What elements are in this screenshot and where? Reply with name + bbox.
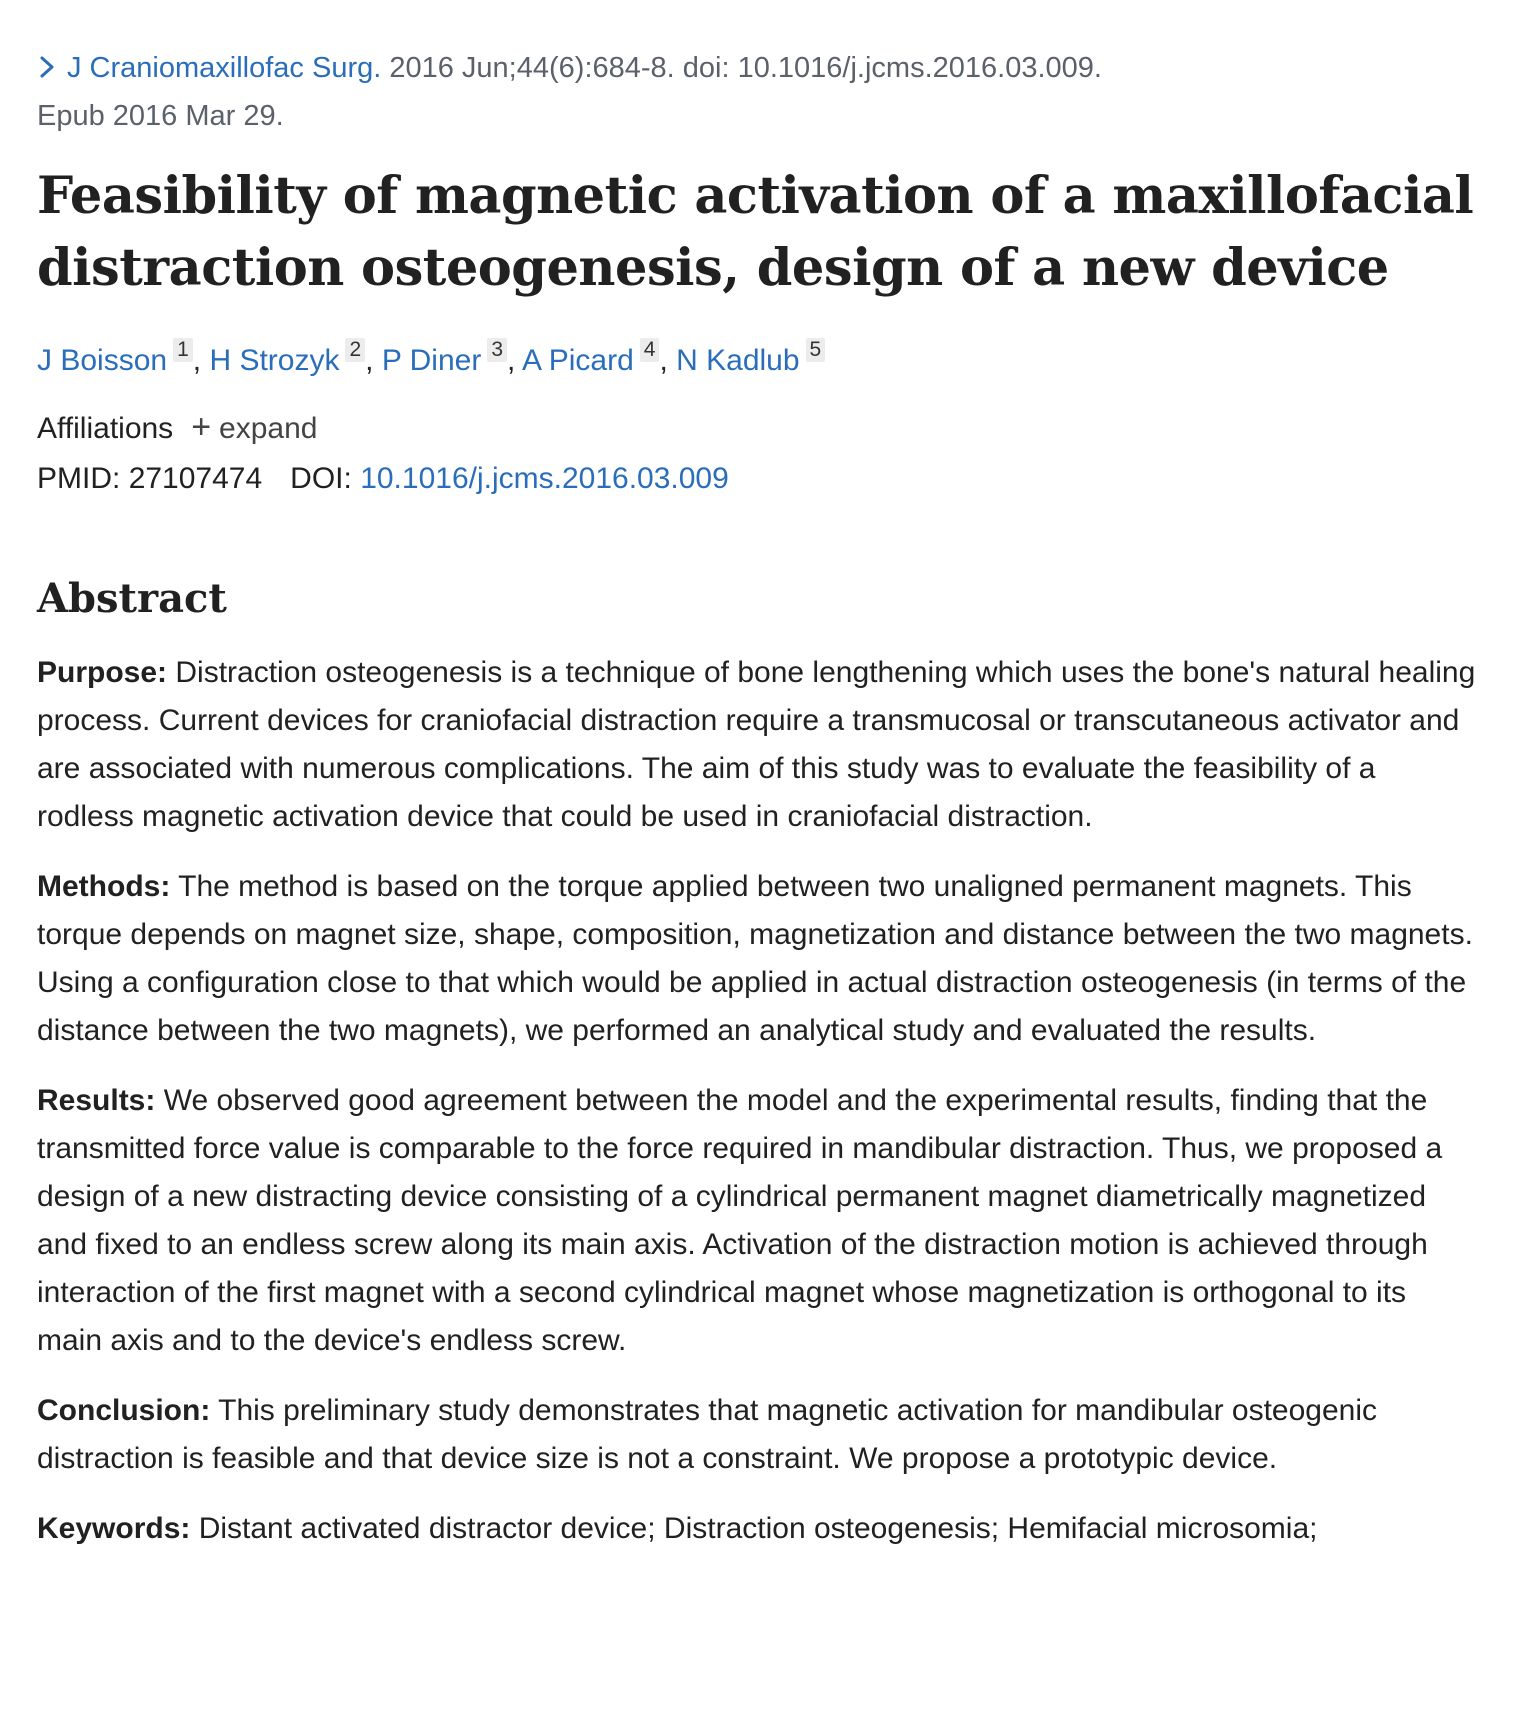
affiliations-label: Affiliations bbox=[37, 412, 174, 445]
affiliations-row bbox=[37, 405, 1477, 451]
expand-affiliations-button[interactable] bbox=[191, 408, 318, 446]
author-separator: , bbox=[365, 344, 382, 377]
author-separator: , bbox=[192, 344, 210, 377]
author-link[interactable]: J Boisson bbox=[37, 344, 168, 377]
author-link[interactable]: H Strozyk bbox=[209, 344, 340, 377]
plus-icon: + bbox=[191, 408, 212, 446]
identifiers-row bbox=[37, 457, 1477, 501]
article-page bbox=[37, 0, 1477, 1553]
abstract-keywords bbox=[37, 1505, 1477, 1553]
affiliation-number[interactable]: 1 bbox=[173, 338, 193, 362]
author-list bbox=[37, 338, 1477, 383]
chevron-right-icon[interactable] bbox=[37, 44, 67, 92]
citation-details: 2016 Jun;44(6):684-8. doi: 10.1016/j.jcms.2016.03.009. bbox=[381, 52, 1102, 84]
journal-citation bbox=[37, 44, 1477, 140]
doi-link[interactable]: 10.1016/j.jcms.2016.03.009 bbox=[360, 462, 729, 495]
affiliation-number[interactable]: 2 bbox=[345, 338, 365, 362]
affiliation-number[interactable]: 3 bbox=[487, 338, 507, 362]
abstract-heading: Abstract bbox=[37, 575, 227, 622]
expand-label: expand bbox=[219, 412, 318, 445]
pmid-value: 27107474 bbox=[128, 462, 263, 495]
abstract-conclusion bbox=[37, 1387, 1477, 1483]
abstract-methods bbox=[37, 863, 1477, 1055]
section-text: Distraction osteogenesis is a technique of bone lengthening which uses the bone's natural healing process. Current devices for craniofacial distraction require a transmucosal or transcutaneous activator and are associated with numerous complications. The aim of this study was to evaluate the feasibility of a rodless magnetic activation device that could be used in craniofacial distraction. bbox=[37, 656, 1476, 833]
keywords-text: Distant activated distractor device; Distraction osteogenesis; Hemifacial microsomia; bbox=[190, 1512, 1318, 1545]
author-link[interactable]: N Kadlub bbox=[676, 344, 800, 377]
journal-link[interactable]: J Craniomaxillofac Surg. bbox=[67, 52, 382, 84]
section-label: Purpose: bbox=[37, 656, 168, 689]
author-separator: , bbox=[659, 344, 677, 377]
affiliation-number[interactable]: 4 bbox=[640, 338, 660, 362]
abstract-purpose bbox=[37, 649, 1477, 841]
author-link[interactable]: A Picard bbox=[522, 344, 634, 377]
section-label: Results: bbox=[37, 1084, 156, 1117]
article-title: Feasibility of magnetic activation of a maxillofacial distraction osteogenesis, design of a new device bbox=[37, 166, 1474, 298]
section-label: Methods: bbox=[37, 870, 171, 903]
section-text: The method is based on the torque applied between two unaligned permanent magnets. This torque depends on magnet size, shape, composition, magnetization and distance between the two magnets. Using a configuration close to that which would be applied in actual distraction osteogenesis (in terms of the distance between the two magnets), we performed an analytical study and evaluated the results. bbox=[37, 870, 1473, 1047]
epub-date: Epub 2016 Mar 29. bbox=[37, 100, 284, 132]
author-link[interactable]: P Diner bbox=[381, 344, 482, 377]
section-text: This preliminary study demonstrates that magnetic activation for mandibular osteogenic distraction is feasible and that device size is not a constraint. We propose a prototypic device. bbox=[37, 1394, 1378, 1475]
section-label: Keywords: bbox=[37, 1512, 191, 1545]
section-text: We observed good agreement between the model and the experimental results, finding that the transmitted force value is comparable to the force required in mandibular distraction. Thus, we proposed a design of a new distracting device consisting of a cylindrical permanent magnet diametrically magnetized and fixed to an endless screw along its main axis. Activation of the distraction motion is achieved through interaction of the first magnet with a second cylindrical magnet whose magnetization is orthogonal to its main axis and to the device's endless screw. bbox=[37, 1084, 1443, 1357]
author-separator: , bbox=[507, 344, 523, 377]
doi-label: DOI: bbox=[290, 462, 352, 495]
abstract-results bbox=[37, 1077, 1477, 1365]
affiliation-number[interactable]: 5 bbox=[806, 338, 826, 362]
section-label: Conclusion: bbox=[37, 1394, 211, 1427]
pmid-label: PMID: bbox=[37, 462, 121, 495]
